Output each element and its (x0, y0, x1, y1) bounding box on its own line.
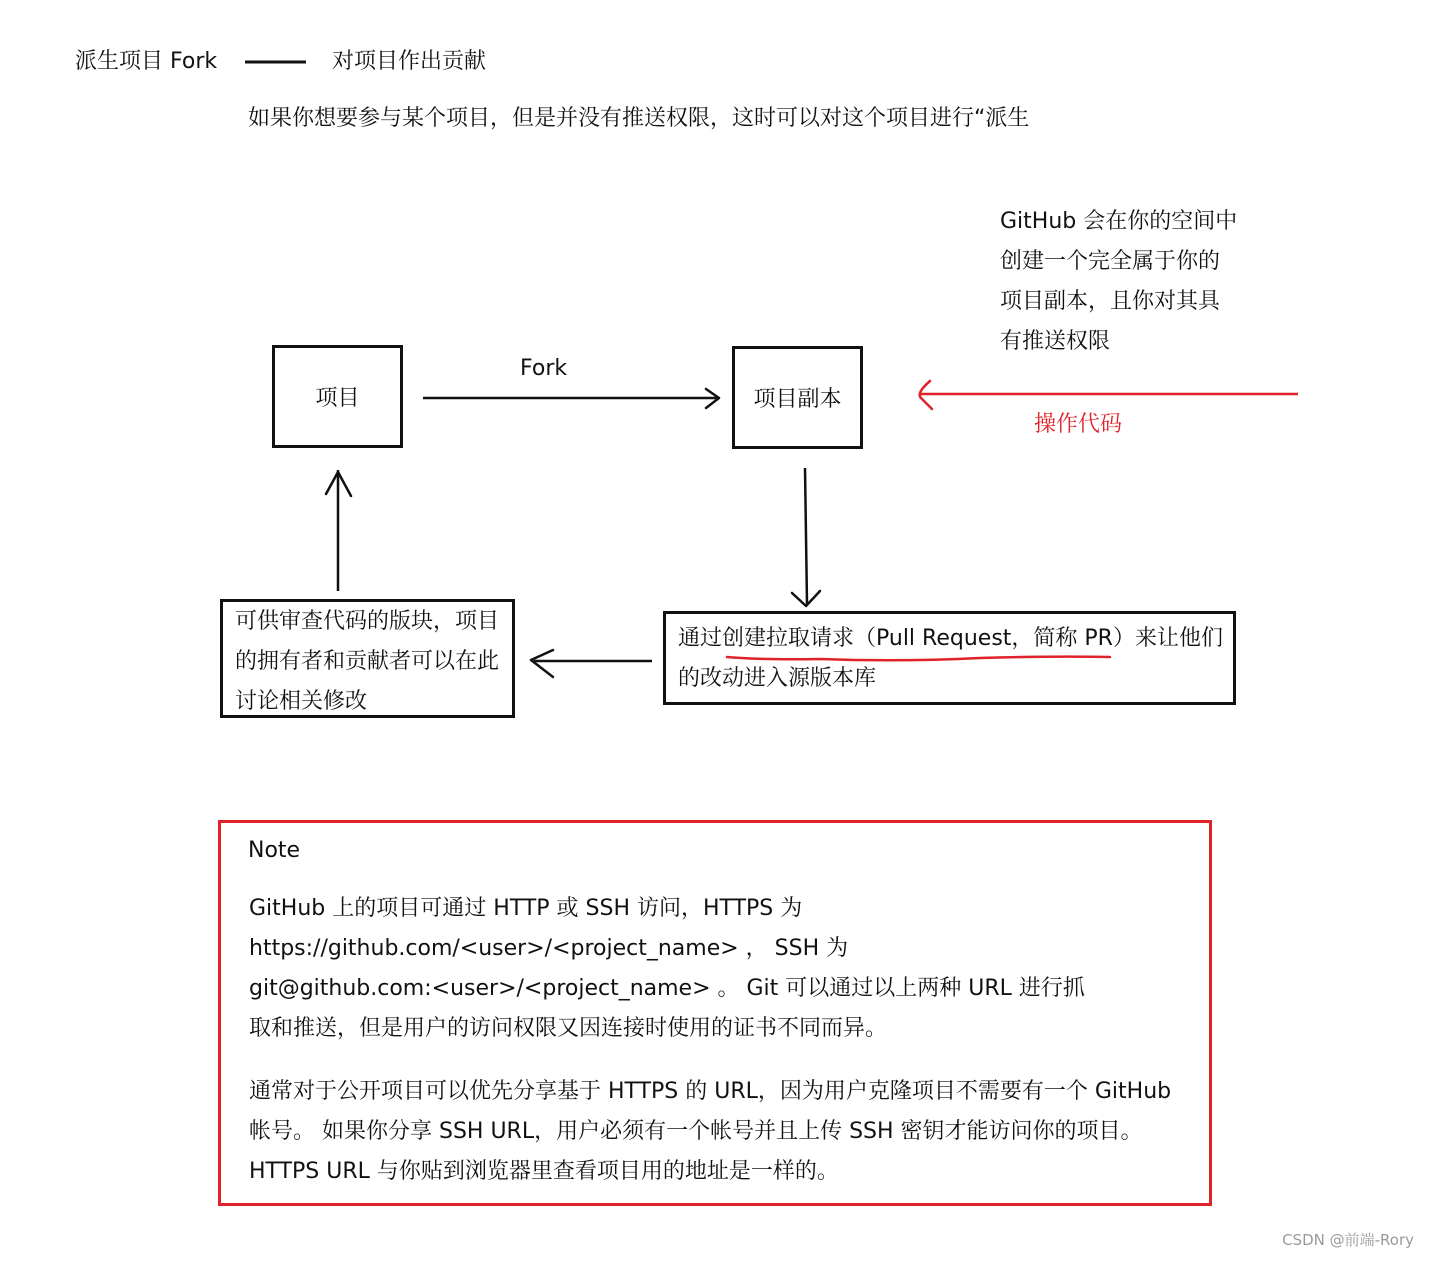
side-note (1000, 202, 1237, 362)
fork-term: 派生项目 Fork (75, 49, 218, 74)
note-line: HTTPS URL 与你贴到浏览器里查看项目用的地址是一样的。 (249, 1159, 839, 1184)
watermark: CSDN @前端-Rory (1282, 1231, 1414, 1249)
note-title: Note (248, 838, 301, 863)
review-line: 可供审查代码的版块，项目 (235, 609, 500, 634)
note-line: 帐号。 如果你分享 SSH URL，用户必须有一个帐号并且上传 SSH 密钥才能访问你的项目。 (249, 1119, 1143, 1144)
left-arrow (531, 650, 652, 677)
note-line: git@github.com:<user>/<project_name> 。 Git 可以通过以上两种 URL 进行抓 (249, 976, 1085, 1001)
fork-arrow-label: Fork (520, 356, 568, 381)
note-line: 取和推送，但是用户的访问权限又因连接时使用的证书不同而异。 (249, 1016, 888, 1041)
project-label: 项目 (315, 386, 360, 411)
side-note-line: 项目副本，且你对其具 (1000, 289, 1221, 314)
note-paragraph-access (249, 889, 1085, 1049)
intro-text: 如果你想要参与某个项目，但是并没有推送权限，这时可以对这个项目进行“派生 (248, 106, 1030, 131)
review-box (220, 599, 515, 718)
side-note-line: 创建一个完全属于你的 (1000, 249, 1221, 274)
pull-request-box (663, 611, 1236, 705)
review-line: 讨论相关修改 (235, 689, 368, 714)
fork-arrow (423, 389, 719, 408)
side-note-line: 有推送权限 (1000, 329, 1111, 354)
up-arrow (326, 470, 351, 591)
project-copy-label: 项目副本 (753, 387, 842, 412)
project-copy-box (732, 346, 863, 449)
note-box (218, 820, 1212, 1206)
review-line: 的拥有者和贡献者可以在此 (235, 649, 500, 674)
note-line: 通常对于公开项目可以优先分享基于 HTTPS 的 URL，因为用户克隆项目不需要有一个 GitHub (249, 1079, 1172, 1104)
side-note-line: GitHub 会在你的空间中 (1000, 209, 1238, 234)
project-box (272, 345, 403, 448)
note-paragraph-sharing (249, 1072, 1171, 1192)
pull-request-line: 的改动进入源版本库 (678, 666, 877, 691)
note-line: https://github.com/<user>/<project_name> ， SSH 为 (249, 936, 849, 961)
pull-request-line: 通过创建拉取请求（Pull Request，简称 PR）来让他们 (678, 626, 1223, 651)
down-arrow (792, 468, 820, 606)
fork-meaning: 对项目作出贡献 (332, 49, 487, 74)
operate-code-label: 操作代码 (1034, 412, 1123, 437)
note-line: GitHub 上的项目可通过 HTTP 或 SSH 访问，HTTPS 为 (249, 896, 803, 921)
